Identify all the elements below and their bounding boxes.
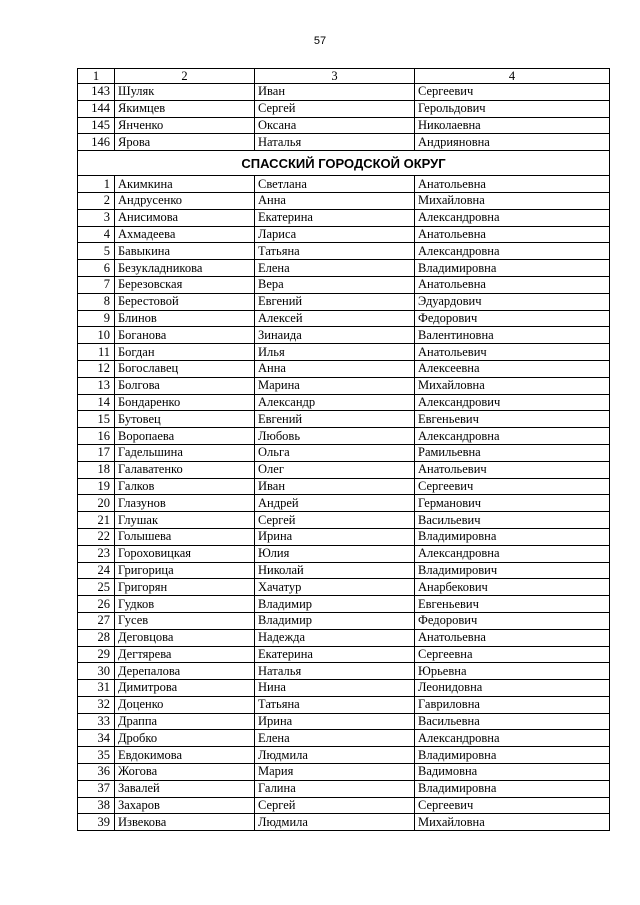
row-number: 11 [78, 344, 115, 361]
first-name-cell: Галина [255, 780, 415, 797]
table-row [78, 646, 610, 663]
patronymic-cell: Анатольевич [415, 344, 610, 361]
surname-cell: Гороховицкая [115, 545, 255, 562]
row-number: 145 [78, 117, 115, 134]
first-name-cell: Екатерина [255, 646, 415, 663]
first-name-cell: Сергей [255, 100, 415, 117]
section-title: СПАССКИЙ ГОРОДСКОЙ ОКРУГ [78, 151, 610, 176]
table-row [78, 411, 610, 428]
row-number: 17 [78, 444, 115, 461]
surname-cell: Захаров [115, 797, 255, 814]
first-name-cell: Илья [255, 344, 415, 361]
surname-cell: Доценко [115, 696, 255, 713]
table-row [78, 243, 610, 260]
surname-cell: Анисимова [115, 209, 255, 226]
table-row [78, 764, 610, 781]
surname-cell: Голышева [115, 528, 255, 545]
first-name-cell: Любовь [255, 428, 415, 445]
first-name-cell: Светлана [255, 176, 415, 193]
first-name-cell: Сергей [255, 797, 415, 814]
surname-cell: Ярова [115, 134, 255, 151]
surname-cell: Гадельшина [115, 444, 255, 461]
patronymic-cell: Александрович [415, 394, 610, 411]
first-name-cell: Наталья [255, 134, 415, 151]
surname-cell: Болгова [115, 377, 255, 394]
row-number: 29 [78, 646, 115, 663]
table-row [78, 394, 610, 411]
row-number: 143 [78, 84, 115, 101]
row-number: 5 [78, 243, 115, 260]
row-number: 39 [78, 814, 115, 831]
surname-cell: Дробко [115, 730, 255, 747]
table-row [78, 512, 610, 529]
first-name-cell: Ольга [255, 444, 415, 461]
first-name-cell: Нина [255, 680, 415, 697]
first-name-cell: Людмила [255, 747, 415, 764]
patronymic-cell: Михайловна [415, 192, 610, 209]
patronymic-cell: Александровна [415, 730, 610, 747]
first-name-cell: Алексей [255, 310, 415, 327]
first-name-cell: Андрей [255, 495, 415, 512]
row-number: 33 [78, 713, 115, 730]
patronymic-cell: Гавриловна [415, 696, 610, 713]
first-name-cell: Вера [255, 276, 415, 293]
patronymic-cell: Владимировна [415, 747, 610, 764]
page-number: 57 [313, 35, 327, 47]
surname-cell: Гусев [115, 612, 255, 629]
surname-cell: Акимкина [115, 176, 255, 193]
row-number: 27 [78, 612, 115, 629]
table-row [78, 713, 610, 730]
surname-cell: Янченко [115, 117, 255, 134]
table-row [78, 327, 610, 344]
row-number: 13 [78, 377, 115, 394]
table-row [78, 428, 610, 445]
patronymic-cell: Александровна [415, 209, 610, 226]
row-number: 3 [78, 209, 115, 226]
table-row [78, 293, 610, 310]
surname-cell: Галков [115, 478, 255, 495]
surname-cell: Димитрова [115, 680, 255, 697]
column-header: 1 [78, 69, 115, 84]
patronymic-cell: Сергеевич [415, 84, 610, 101]
patronymic-cell: Владимировна [415, 780, 610, 797]
table-row [78, 612, 610, 629]
patronymic-cell: Эдуардович [415, 293, 610, 310]
table-row [78, 192, 610, 209]
first-name-cell: Иван [255, 84, 415, 101]
table-row [78, 260, 610, 277]
surname-cell: Богдан [115, 344, 255, 361]
first-name-cell: Анна [255, 360, 415, 377]
surname-cell: Деговцова [115, 629, 255, 646]
section-row [78, 151, 610, 176]
patronymic-cell: Александровна [415, 545, 610, 562]
patronymic-cell: Евгеньевич [415, 596, 610, 613]
table-row [78, 747, 610, 764]
first-name-cell: Людмила [255, 814, 415, 831]
table-row [78, 134, 610, 151]
row-number: 6 [78, 260, 115, 277]
first-name-cell: Хачатур [255, 579, 415, 596]
patronymic-cell: Герольдович [415, 100, 610, 117]
row-number: 36 [78, 764, 115, 781]
patronymic-cell: Алексеевна [415, 360, 610, 377]
row-number: 34 [78, 730, 115, 747]
first-name-cell: Оксана [255, 117, 415, 134]
table-row [78, 797, 610, 814]
row-number: 30 [78, 663, 115, 680]
surname-cell: Драппа [115, 713, 255, 730]
column-header: 2 [115, 69, 255, 84]
table-row [78, 629, 610, 646]
row-number: 26 [78, 596, 115, 613]
patronymic-cell: Васильевна [415, 713, 610, 730]
first-name-cell: Татьяна [255, 696, 415, 713]
row-number: 32 [78, 696, 115, 713]
surname-cell: Березовская [115, 276, 255, 293]
first-name-cell: Ирина [255, 528, 415, 545]
first-name-cell: Анна [255, 192, 415, 209]
table-row [78, 478, 610, 495]
column-header: 3 [255, 69, 415, 84]
surname-cell: Ахмадеева [115, 226, 255, 243]
patronymic-cell: Владимирович [415, 562, 610, 579]
table-row [78, 226, 610, 243]
patronymic-cell: Владимировна [415, 260, 610, 277]
surname-cell: Богославец [115, 360, 255, 377]
table-row [78, 730, 610, 747]
column-header-row [78, 69, 610, 84]
table-row [78, 596, 610, 613]
row-number: 2 [78, 192, 115, 209]
row-number: 10 [78, 327, 115, 344]
row-number: 12 [78, 360, 115, 377]
surname-cell: Завалей [115, 780, 255, 797]
patronymic-cell: Евгеньевич [415, 411, 610, 428]
surname-cell: Бавыкина [115, 243, 255, 260]
table-row [78, 680, 610, 697]
patronymic-cell: Анатольевна [415, 629, 610, 646]
first-name-cell: Надежда [255, 629, 415, 646]
table-row [78, 84, 610, 101]
first-name-cell: Елена [255, 730, 415, 747]
row-number: 8 [78, 293, 115, 310]
patronymic-cell: Федорович [415, 310, 610, 327]
surname-cell: Боганова [115, 327, 255, 344]
surname-cell: Извекова [115, 814, 255, 831]
table-row [78, 377, 610, 394]
surname-cell: Гудков [115, 596, 255, 613]
name-list-table [77, 68, 610, 831]
table-row [78, 209, 610, 226]
patronymic-cell: Федорович [415, 612, 610, 629]
patronymic-cell: Анарбекович [415, 579, 610, 596]
patronymic-cell: Николаевна [415, 117, 610, 134]
row-number: 23 [78, 545, 115, 562]
first-name-cell: Владимир [255, 596, 415, 613]
row-number: 4 [78, 226, 115, 243]
patronymic-cell: Германович [415, 495, 610, 512]
patronymic-cell: Александровна [415, 428, 610, 445]
row-number: 14 [78, 394, 115, 411]
patronymic-cell: Сергеевна [415, 646, 610, 663]
first-name-cell: Наталья [255, 663, 415, 680]
first-name-cell: Мария [255, 764, 415, 781]
row-number: 31 [78, 680, 115, 697]
table-row [78, 276, 610, 293]
patronymic-cell: Андрияновна [415, 134, 610, 151]
table-row [78, 444, 610, 461]
row-number: 16 [78, 428, 115, 445]
surname-cell: Евдокимова [115, 747, 255, 764]
patronymic-cell: Михайловна [415, 814, 610, 831]
first-name-cell: Николай [255, 562, 415, 579]
first-name-cell: Зинаида [255, 327, 415, 344]
surname-cell: Безукладникова [115, 260, 255, 277]
surname-cell: Берестовой [115, 293, 255, 310]
first-name-cell: Евгений [255, 411, 415, 428]
surname-cell: Жогова [115, 764, 255, 781]
patronymic-cell: Сергеевич [415, 797, 610, 814]
first-name-cell: Сергей [255, 512, 415, 529]
first-name-cell: Владимир [255, 612, 415, 629]
row-number: 7 [78, 276, 115, 293]
row-number: 15 [78, 411, 115, 428]
row-number: 35 [78, 747, 115, 764]
patronymic-cell: Александровна [415, 243, 610, 260]
patronymic-cell: Михайловна [415, 377, 610, 394]
surname-cell: Шуляк [115, 84, 255, 101]
surname-cell: Глушак [115, 512, 255, 529]
surname-cell: Дегтярева [115, 646, 255, 663]
table-row [78, 360, 610, 377]
first-name-cell: Елена [255, 260, 415, 277]
surname-cell: Дерепалова [115, 663, 255, 680]
row-number: 20 [78, 495, 115, 512]
patronymic-cell: Васильевич [415, 512, 610, 529]
first-name-cell: Иван [255, 478, 415, 495]
table-row [78, 310, 610, 327]
patronymic-cell: Сергеевич [415, 478, 610, 495]
first-name-cell: Евгений [255, 293, 415, 310]
first-name-cell: Александр [255, 394, 415, 411]
table-row [78, 495, 610, 512]
first-name-cell: Татьяна [255, 243, 415, 260]
table-row [78, 663, 610, 680]
patronymic-cell: Юрьевна [415, 663, 610, 680]
surname-cell: Бутовец [115, 411, 255, 428]
table-row [78, 579, 610, 596]
surname-cell: Григорян [115, 579, 255, 596]
row-number: 18 [78, 461, 115, 478]
patronymic-cell: Рамильевна [415, 444, 610, 461]
surname-cell: Бондаренко [115, 394, 255, 411]
table-row [78, 117, 610, 134]
column-header: 4 [415, 69, 610, 84]
table-row [78, 344, 610, 361]
row-number: 28 [78, 629, 115, 646]
row-number: 19 [78, 478, 115, 495]
first-name-cell: Екатерина [255, 209, 415, 226]
row-number: 38 [78, 797, 115, 814]
surname-cell: Глазунов [115, 495, 255, 512]
surname-cell: Григорица [115, 562, 255, 579]
table-row [78, 814, 610, 831]
patronymic-cell: Вадимовна [415, 764, 610, 781]
first-name-cell: Лариса [255, 226, 415, 243]
row-number: 144 [78, 100, 115, 117]
table-row [78, 461, 610, 478]
patronymic-cell: Леонидовна [415, 680, 610, 697]
patronymic-cell: Владимировна [415, 528, 610, 545]
patronymic-cell: Валентиновна [415, 327, 610, 344]
table-row [78, 562, 610, 579]
table-row [78, 696, 610, 713]
surname-cell: Воропаева [115, 428, 255, 445]
patronymic-cell: Анатольевна [415, 176, 610, 193]
first-name-cell: Олег [255, 461, 415, 478]
table-row [78, 176, 610, 193]
surname-cell: Андрусенко [115, 192, 255, 209]
row-number: 146 [78, 134, 115, 151]
surname-cell: Якимцев [115, 100, 255, 117]
surname-cell: Галаватенко [115, 461, 255, 478]
row-number: 37 [78, 780, 115, 797]
row-number: 25 [78, 579, 115, 596]
table-row [78, 528, 610, 545]
patronymic-cell: Анатольевна [415, 226, 610, 243]
surname-cell: Блинов [115, 310, 255, 327]
patronymic-cell: Анатольевна [415, 276, 610, 293]
first-name-cell: Юлия [255, 545, 415, 562]
row-number: 22 [78, 528, 115, 545]
row-number: 1 [78, 176, 115, 193]
row-number: 24 [78, 562, 115, 579]
patronymic-cell: Анатольевич [415, 461, 610, 478]
table-row [78, 545, 610, 562]
row-number: 21 [78, 512, 115, 529]
first-name-cell: Марина [255, 377, 415, 394]
row-number: 9 [78, 310, 115, 327]
table-row [78, 780, 610, 797]
table-row [78, 100, 610, 117]
first-name-cell: Ирина [255, 713, 415, 730]
